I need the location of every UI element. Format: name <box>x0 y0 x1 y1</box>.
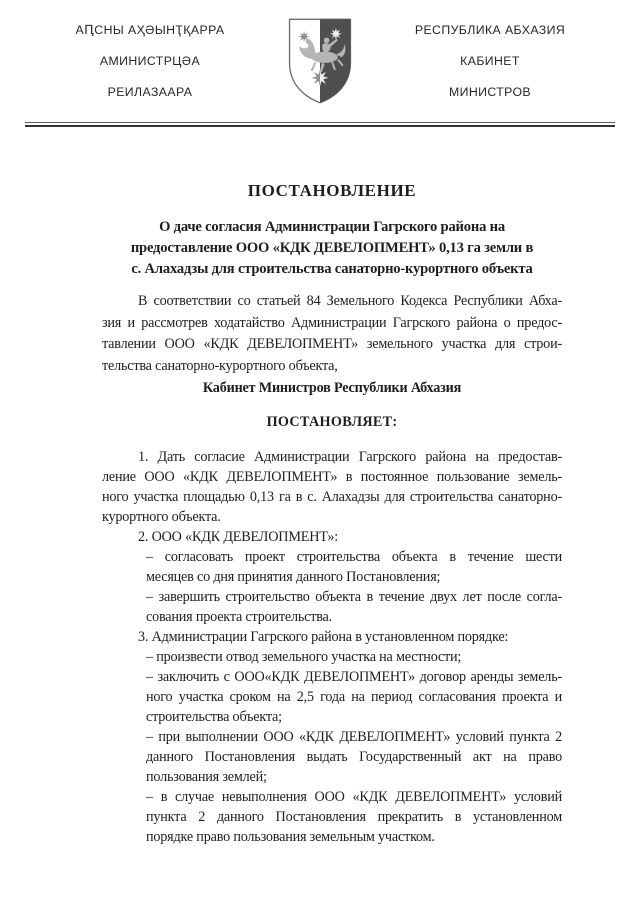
letterhead-left-line: АԤСНЫ АҲӘЫНҬҚАРРА <box>75 23 225 37</box>
item-3-subline: – заключить с ООО«КДК ДЕВЕЛОПМЕНТ» договор аренды земель- <box>146 669 562 685</box>
letterhead <box>0 0 640 117</box>
item-3-subline: – в случае невыполнения ООО «КДК ДЕВЕЛОПМЕНТ» условий <box>146 789 562 805</box>
letterhead-right-line: МИНИСТРОВ <box>448 85 532 99</box>
text-line: В соответствии со статьей 84 Земельного Кодекса Республики Абха- <box>138 293 562 309</box>
subject-line: О даче согласия Администрации Гагрского района на <box>159 219 505 235</box>
text-line: зия и рассмотрев ходатайство Администрации Гагрского района о предос- <box>102 314 562 331</box>
item-3-subline: – при выполнении ООО «КДК ДЕВЕЛОПМЕНТ» условий пункта 2 <box>146 729 562 745</box>
item-1-line: 1. Дать согласие Администрации Гагрского района на предостав- <box>138 449 562 465</box>
item-3-subline: пользования землей; <box>146 769 267 785</box>
letterhead-right-line: КАБИНЕТ <box>460 54 520 68</box>
item-3-subline: данного Постановления выдать Государственный акт на право <box>146 749 562 765</box>
item-2-subline: – согласовать проект строительства объекта в течение шести <box>146 549 562 565</box>
document-title: ПОСТАНОВЛЕНИЕ <box>247 181 417 200</box>
coat-of-arms-icon <box>282 16 358 106</box>
letterhead-right-line: РЕСПУБЛИКА АБХАЗИЯ <box>414 23 566 37</box>
item-1-line: курортного объекта. <box>102 509 221 525</box>
item-1-line: ление ООО «КДК ДЕВЕЛОПМЕНТ» в постоянное пользование земель- <box>102 469 562 485</box>
text-line: тавлении ООО «КДК ДЕВЕЛОПМЕНТ» земельного участка для строи- <box>102 336 562 352</box>
letterhead-right <box>364 16 616 117</box>
letterhead-left <box>24 16 276 117</box>
preamble <box>102 291 562 377</box>
item-3-heading: 3. Администрации Гагрского района в установленном порядке: <box>138 629 509 645</box>
letterhead-divider <box>25 122 615 127</box>
resolution-items <box>102 447 562 847</box>
resolves-line: ПОСТАНОВЛЯЕТ: <box>266 414 398 430</box>
letterhead-left-line: РЕИЛАЗААРА <box>107 85 193 99</box>
item-3-subline: – произвести отвод земельного участка на местности; <box>146 649 462 665</box>
letterhead-left-line: АМИНИСТРЦӘА <box>99 54 201 68</box>
item-1-line: ного участка площадью 0,13 га в с. Алахадзы для строительства санаторно- <box>102 489 562 505</box>
item-2-subline: сования проекта строительства. <box>146 609 332 625</box>
text-line: тельства санаторно-курортного объекта, <box>102 357 338 374</box>
item-3-subline: ного участка сроком на 2,5 года на период согласования проекта и <box>146 689 562 705</box>
coat-of-arms-svg <box>282 16 358 106</box>
document-subject <box>102 217 562 280</box>
item-3-subline: строительства объекта; <box>146 709 282 725</box>
document-body <box>102 180 562 847</box>
item-2-subline: месяцев со дня принятия данного Постановления; <box>146 569 441 585</box>
item-2-heading: 2. ООО «КДК ДЕВЕЛОПМЕНТ»: <box>138 529 338 545</box>
item-2-subline: – завершить строительство объекта в течение двух лет после согла- <box>146 589 562 605</box>
subject-line: предоставление ООО «КДК ДЕВЕЛОПМЕНТ» 0,13 га земли в <box>130 240 534 256</box>
item-3-subline: пункта 2 данного Постановления прекратить в установленном <box>146 809 562 825</box>
authority-line: Кабинет Министров Республики Абхазия <box>202 380 462 396</box>
star-icon <box>330 28 342 40</box>
subject-line: с. Алахадзы для строительства санаторно-курортного объекта <box>131 261 533 277</box>
item-3-subline: порядке право пользования земельным участком. <box>146 829 435 845</box>
